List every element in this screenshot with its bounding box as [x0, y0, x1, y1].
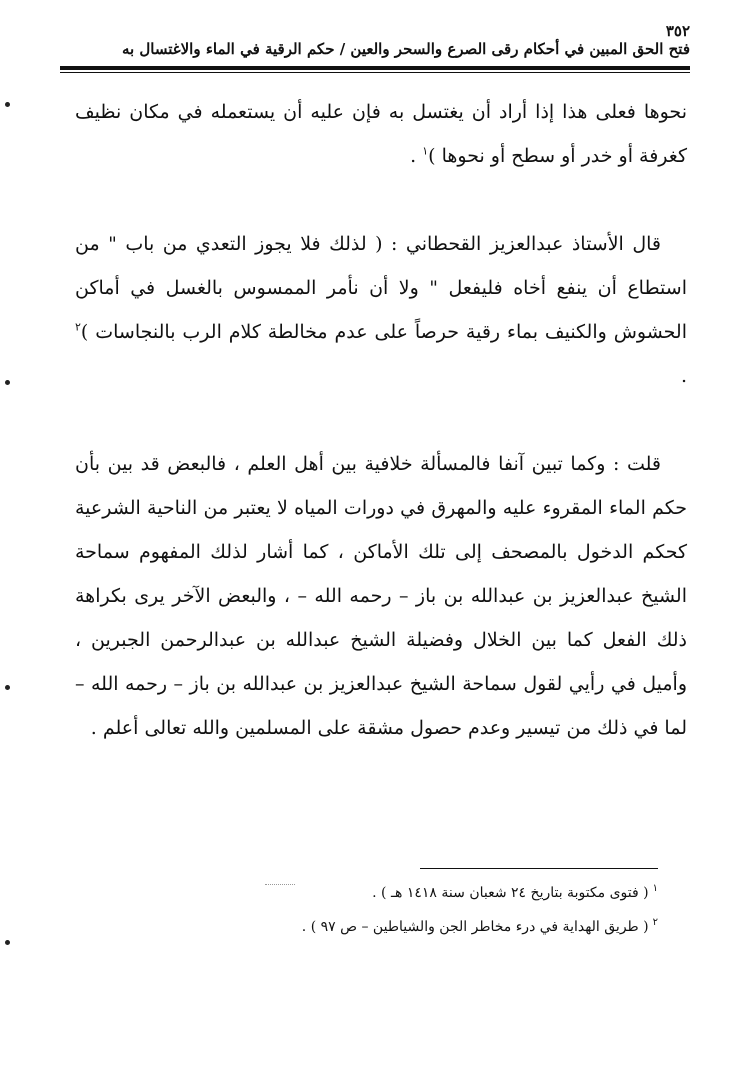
paragraph-text: قال الأستاذ عبدالعزيز القحطاني : ( لذلك فلا يجوز التعدي من باب " من استطاع أن ينفع أخاه فليفعل " ولا أن نأمر الممسوس بالغسل في أماكن الحشوش والكنيف بماء رقية حرصاً على عدم مخالطة كلام الرب بالنجاسات ) — [75, 233, 687, 343]
footnote-marker: ١ — [422, 144, 429, 158]
paragraph — [75, 222, 687, 398]
running-title: فتح الحق المبين في أحكام رقى الصرع والسحر والعين / حكم الرقية في الماء والاغتسال به — [121, 40, 690, 58]
scan-mark — [5, 940, 10, 945]
footnote-text: ( طريق الهداية في درء مخاطر الجن والشياطين – ص ٩٧ ) . — [301, 919, 649, 935]
footnote-marker: ٢ — [75, 320, 81, 334]
page-header — [60, 18, 690, 70]
footnote-number: ١ — [652, 883, 658, 895]
paragraph — [75, 90, 687, 178]
paragraph — [75, 442, 687, 750]
footnotes — [270, 876, 658, 944]
paragraph-text: قلت : وكما تبين آنفا فالمسألة خلافية بين أهل العلم ، فالبعض قد بين بأن حكم الماء المقروء عليه والمهرق في دورات المياه لا يعتبر من الناحية الشرعية كحكم الدخول بالمصحف إلى تلك الأماكن ، كما أشار لذلك المفهوم سماحة الشيخ عبدالعزيز بن عبدالله بن باز – رحمه الله – ، والبعض الآخر يرى بكراهة ذلك الفعل كما بين الخلال وفضيلة الشيخ عبدالله بن عبدالرحمن الجبرين ، وأميل في رأيي لقول سماحة الشيخ عبدالعزيز بن عبدالله بن باز – رحمه الله – لما في ذلك من تيسير وعدم حصول مشقة على المسلمين والله تعالى أعلم . — [75, 453, 687, 739]
scan-mark — [5, 685, 10, 690]
paragraph-text: نحوها فعلى هذا إذا أراد أن يغتسل به فإن عليه أن يستعمله في مكان نظيف كغرفة أو خدر أو سطح أو نحوها ) — [75, 101, 687, 167]
footnote-1 — [270, 876, 658, 910]
header-rule — [60, 66, 690, 70]
main-text — [75, 90, 687, 750]
page-number: ٣٥٢ — [665, 22, 690, 40]
paragraph-end: . — [680, 365, 687, 387]
footnote-separator — [420, 868, 658, 869]
scan-mark — [5, 102, 10, 107]
footnote-text: ( فتوى مكتوبة بتاريخ ٢٤ شعبان سنة ١٤١٨ هـ ) . — [372, 885, 649, 901]
scan-mark — [5, 380, 10, 385]
header-rule-thin — [60, 72, 690, 73]
footnote-2 — [270, 910, 658, 944]
paragraph-end: . — [410, 145, 423, 167]
footnote-number: ٢ — [652, 917, 658, 929]
